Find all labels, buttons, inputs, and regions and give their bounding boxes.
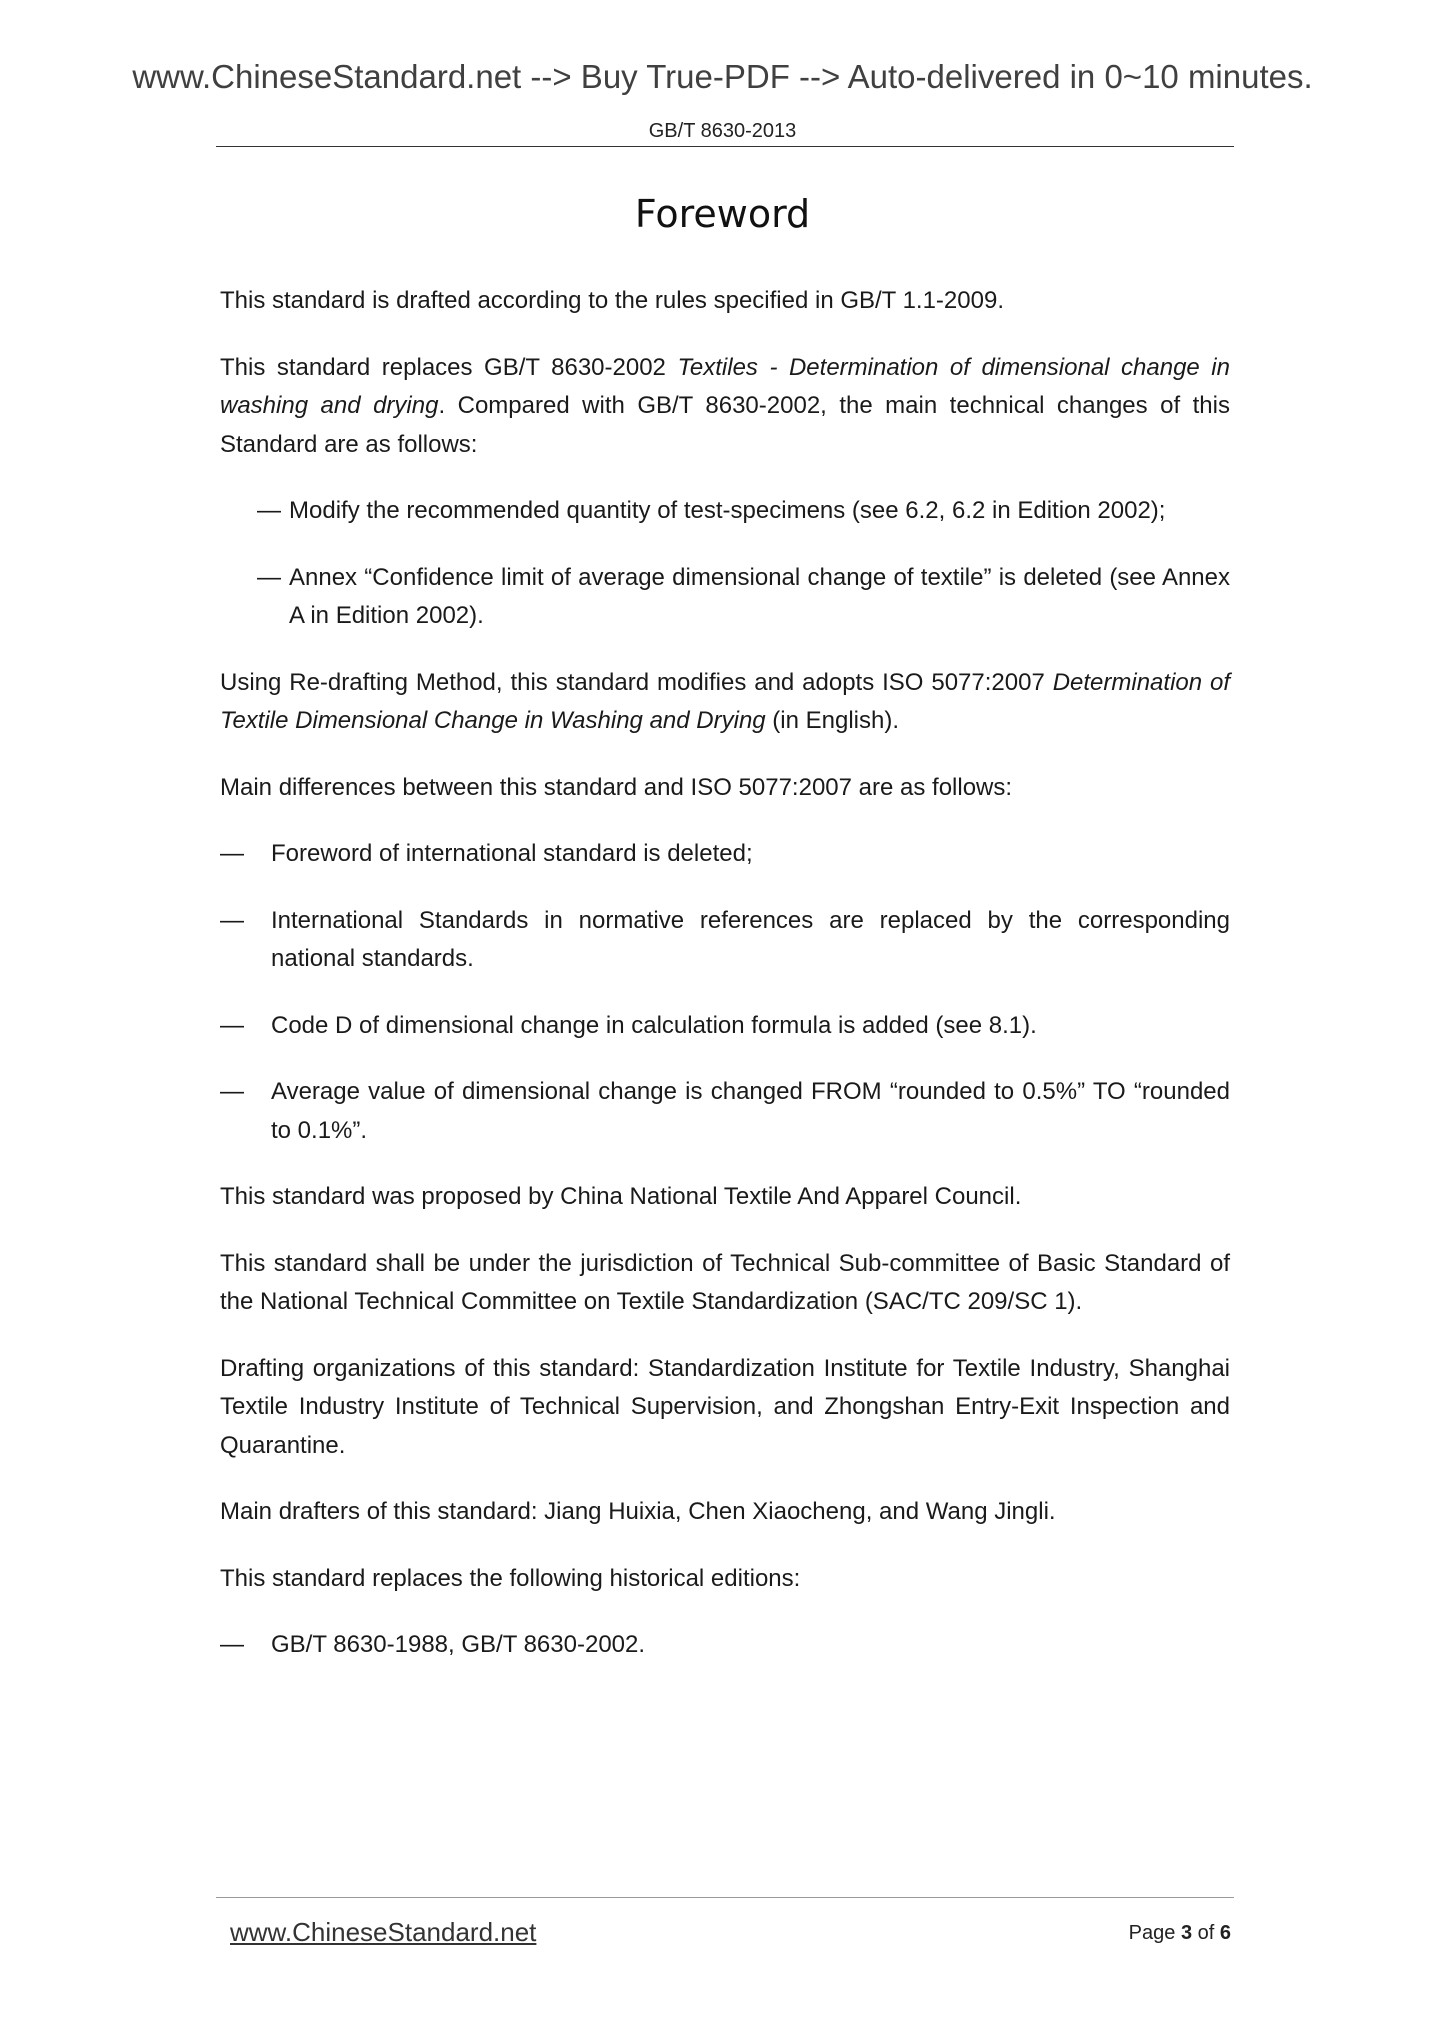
list-item <box>257 559 1230 636</box>
text-segment: This standard replaces GB/T 8630-2002 <box>220 353 678 381</box>
paragraph-adoption <box>220 664 1230 741</box>
paragraph-historical-editions: This standard replaces the following historical editions: <box>220 1564 801 1592</box>
standard-title: Textiles - Determination of dimensional change in washing and drying <box>220 353 1230 419</box>
paragraph-drafters: Main drafters of this standard: Jiang Huixia, Chen Xiaocheng, and Wang Jingli. <box>220 1498 1056 1525</box>
list-item <box>257 492 1230 531</box>
dash-bullet: — <box>220 1631 244 1658</box>
footer-divider <box>216 1897 1234 1898</box>
page-label: Page <box>1128 1922 1176 1944</box>
dash-bullet: — <box>257 497 281 524</box>
site-banner: www.ChineseStandard.net --> Buy True-PDF --> Auto-delivered in 0~10 minutes. <box>132 58 1313 95</box>
document-id: GB/T 8630-2013 <box>648 120 797 142</box>
list-item <box>220 1073 1230 1150</box>
paragraph-differences-intro: Main differences between this standard and ISO 5077:2007 are as follows: <box>220 773 1013 801</box>
dash-bullet: — <box>220 1078 244 1105</box>
paragraph-drafting-organizations: Drafting organizations of this standard: Standardization Institute for Textile Industry, Shanghai Textile Industry Institute of Technical Supervision, and Zhongshan Entry-Exit Inspection and Quarantine. <box>220 1354 1230 1459</box>
page-of: of <box>1197 1922 1215 1944</box>
paragraph-replaces <box>220 349 1230 465</box>
document-body <box>220 282 1230 1665</box>
list-item-text: Code D of dimensional change in calculation formula is added (see 8.1). <box>271 1011 1037 1039</box>
list-item <box>220 902 1230 979</box>
list-item-text: GB/T 8630-1988, GB/T 8630-2002. <box>271 1631 646 1658</box>
footer-site-link[interactable]: www.ChineseStandard.net <box>230 1917 537 1947</box>
page-number <box>1129 1922 1231 1945</box>
text-segment: . Compared with GB/T 8630-2002, the main technical changes of this Standard are as follows: <box>220 392 1230 458</box>
text-segment: Using Re-drafting Method, this standard modifies and adopts ISO 5077:2007 <box>220 668 1053 696</box>
list-item-text: Foreword of international standard is deleted; <box>271 840 753 867</box>
paragraph-proposed-by: This standard was proposed by China National Textile And Apparel Council. <box>220 1183 1022 1210</box>
list-item <box>220 835 1230 874</box>
page-title: Foreword <box>634 192 811 236</box>
dash-bullet: — <box>220 840 244 867</box>
dash-bullet: — <box>257 563 281 591</box>
list-item <box>220 1007 1230 1046</box>
total-pages: 6 <box>1219 1922 1231 1944</box>
list-item-text: Average value of dimensional change is changed FROM “rounded to 0.5%” TO “rounded to 0.1%”. <box>271 1078 1230 1144</box>
standard-title: Determination of Textile Dimensional Change in Washing and Drying <box>220 668 1230 734</box>
list-item <box>220 1626 1230 1665</box>
paragraph-drafting-rules: This standard is drafted according to the rules specified in GB/T 1.1-2009. <box>220 287 1004 314</box>
current-page: 3 <box>1180 1922 1193 1944</box>
dash-bullet: — <box>220 906 244 934</box>
list-item-text: Annex “Confidence limit of average dimensional change of textile” is deleted (see Annex A in Edition 2002). <box>289 563 1230 629</box>
text-segment: (in English). <box>765 707 900 734</box>
list-item-text: Modify the recommended quantity of test-specimens (see 6.2, 6.2 in Edition 2002); <box>289 497 1166 524</box>
list-item-text: International Standards in normative references are replaced by the corresponding national standards. <box>271 906 1230 972</box>
paragraph-jurisdiction: This standard shall be under the jurisdiction of Technical Sub-committee of Basic Standard of the National Technical Committee on Textile Standardization (SAC/TC 209/SC 1). <box>220 1249 1230 1315</box>
dash-bullet: — <box>220 1011 244 1039</box>
header-divider <box>216 146 1234 147</box>
